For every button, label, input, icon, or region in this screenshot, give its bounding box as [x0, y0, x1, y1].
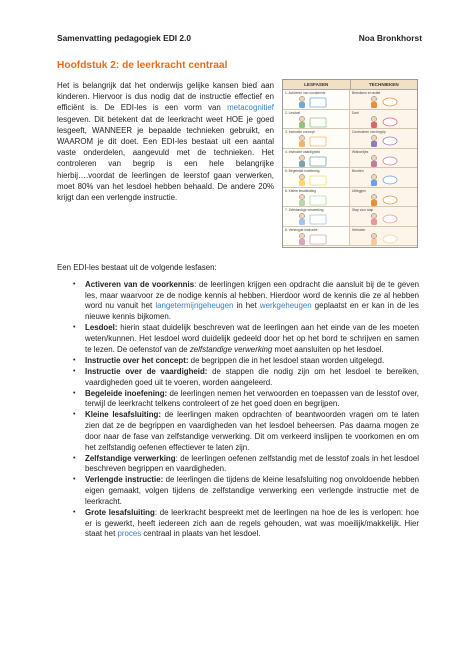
illustration-icon [364, 212, 404, 225]
figure-cell [283, 168, 350, 188]
figure-cell [283, 110, 350, 130]
figure-cell-label: Herhalen [352, 227, 366, 232]
figure-cell [283, 90, 350, 110]
illustration-icon [292, 232, 332, 245]
bullet-icon: • [73, 356, 76, 364]
illustration-icon [364, 115, 404, 128]
illustration-icon [292, 115, 332, 128]
figure-cell-label: 5. Begeleide inoefening [285, 169, 320, 173]
list-item: • Verlengde instructie: de leerlingen die tijdens de kleine lesafsluiting nog onvoldoende hebben eigen gemaakt, volgen tijdens de zelfstandige verwerking een verlengde instructie met de leerkracht. [73, 475, 419, 506]
figure-cell [350, 188, 417, 208]
illustration-icon [292, 193, 332, 206]
illustration-icon [364, 193, 404, 206]
figure-cell [350, 207, 417, 227]
proces-link[interactable]: proces [117, 529, 142, 539]
list-item: • Instructie over het concept: de begrippen die in het lesdoel staan worden uitgelegd. [73, 355, 385, 365]
illustration-icon [364, 134, 404, 147]
list-item: • Zelfstandige verwerking: de leerlingen oefenen zelfstandig met de lesstof zoals in het lesdoel beschreven begrippen en vaardigheden. [73, 453, 419, 474]
lesfasen-list [57, 280, 419, 540]
figure-col-lesfasen: LESFASEN [283, 80, 350, 89]
figure-cell-label: 2. Lesdoel [285, 110, 301, 115]
bullet-icon: • [73, 411, 76, 419]
figure-cell-label: 7. Zelfstandige verwerking [285, 208, 324, 212]
bullet-icon: • [73, 476, 76, 484]
intro-text-1: Het is belangrijk dat het onderwijs gelijke kansen bied aan kinderen. Hiervoor is dus nodig dat de instructie effectief en efficiënt is. De EDI-les is een vorm van [57, 81, 274, 113]
figure-cell [350, 110, 417, 130]
figure-cell-label: Beurten [352, 169, 364, 173]
figure-cell-label: 3. Instructie concept [285, 130, 315, 134]
figure-cell-label: Betrokken en actief [352, 91, 381, 95]
header-title: Samenvatting pedagogiek EDI 2.0 [57, 33, 192, 43]
illustration-icon [364, 154, 404, 167]
figure-cell-label: Uitleggen [352, 188, 366, 193]
bullet-icon: • [73, 324, 76, 332]
illustration-icon [364, 173, 404, 186]
figure-cell [350, 129, 417, 149]
illustration-icon [292, 154, 332, 167]
illustration-icon [292, 173, 332, 186]
figure-cell [283, 149, 350, 169]
lesfasen-intro: Een EDI-les bestaat uit de volgende lesfasen: [57, 263, 217, 272]
bullet-icon: • [73, 454, 76, 462]
figure-cell [283, 129, 350, 149]
figure-cell [283, 188, 350, 208]
figure-cell [350, 90, 417, 110]
figure-cell [283, 227, 350, 247]
list-item: • Activeren van de voorkennis: de leerlingen krijgen een opdracht die aansluit bij de te geven les, maar waarvoor ze de nodige kennis al hebben. Hierdoor word de kennis die ze al hebben word nu vanuit het langetermijngeheugen in het werkgeheugen geplaatst en er kan in de les nieuwe kennis bijkomen. [73, 280, 419, 322]
figure-cell-label: 6. Kleine lesafsluiting [285, 188, 316, 193]
page-header [57, 33, 422, 43]
figure-cell-label: 4. Instructie vaardigheid [285, 149, 321, 154]
illustration-icon [364, 95, 404, 108]
bullet-icon: • [73, 389, 76, 397]
figure-cell [283, 207, 350, 227]
figure-cell [350, 227, 417, 247]
figure-cell-label: Wisbordjes [352, 149, 369, 154]
intro-text-2: lesgeven. Dit betekent dat de leerkracht weet HOE je goed lesgeeft, WANNEER je bepaalde technieken gebruikt, en WAAROM je dit doet. Een EDI-les bestaat uit een aantal vaste onderdelen, aangevuld met de technieken. Het controleren van begrip is een hele belangrijke hierbij….voordat de leerlingen de leerstof gaan verwerken, moet 80% van het lesdoel hebben behaald. De andere 20% krijgt dan een verlengde instructie. [57, 114, 274, 203]
figure-cell-label: Controleren van begrip [352, 130, 386, 134]
chapter-title: Hoofdstuk 2: de leerkracht centraal [57, 60, 228, 71]
intro-paragraph [57, 80, 274, 203]
illustration-icon [292, 134, 332, 147]
list-item: • Lesdoel: hierin staat duidelijk beschreven wat de leerlingen aan het einde van de les moeten weten/kunnen. Het lesdoel word duidelijk gedeeld door het op het bord te schrijven en samen te lezen. De oefenstof van de zelfstandige verwerking moet aansluiten op het lesdoel. [73, 323, 419, 354]
list-item: • Instructie over de vaardigheid: de stappen die nodig zijn om het lesdoel te bereiken, vaardigheden goed uit te voeren, worden aangeleerd. [73, 366, 420, 387]
list-item: • Grote lesafsluiting: de leerkracht bespreekt met de leerlingen na hoe de les is verlopen: hoe er is gewerkt, heeft iedereen zich aan de regels gehouden, wat was moeilijk/makkelijk. Hier staat het proces centraal in plaats van het lesdoel. [73, 507, 419, 539]
figure-col-technieken: TECHNIEKEN [350, 80, 418, 89]
bullet-icon: • [73, 281, 76, 288]
edi-lesfasen-figure [282, 79, 418, 248]
werkgeheugen-link[interactable]: werkgeheugen [259, 301, 312, 311]
figure-cell-label: Stap voor stap [352, 208, 374, 212]
bullet-icon: • [73, 508, 76, 516]
figure-cell-label: 8. Verlengde instructie [285, 227, 318, 232]
header-author: Noa Bronkhorst [358, 33, 422, 43]
list-item: • Kleine lesafsluiting: de leerlingen maken opdrachten of beantwoorden vragen om te laten zien dat ze de begrippen en vaardigheden van het lesdoel beheersen. Pas daarna mogen ze door naar de fase van zelfstandige verwerking. Dit om verkeerd inslijpen te voorkomen en om het zelfstandig oefenen effectiever te laten zijn. [73, 410, 419, 452]
bullet-icon: • [73, 367, 76, 375]
langetermijngeheugen-link[interactable]: langetermijngeheugen [155, 301, 234, 311]
illustration-icon [292, 212, 332, 225]
figure-header [283, 80, 417, 90]
list-item: • Begeleide inoefening: de leerlingen nemen het verwoorden en toepassen van de lesstof over, terwijl de leerkracht telkens controleert of ze het goed doen en begrijpen. [73, 388, 419, 409]
metacognitief-link[interactable]: metacognitief [227, 103, 274, 113]
figure-cell-label: 1. Activeren van voorkennis [285, 91, 326, 95]
figure-cell [350, 149, 417, 169]
figure-grid [283, 90, 417, 246]
figure-cell [350, 168, 417, 188]
illustration-icon [364, 232, 404, 245]
illustration-icon [292, 95, 332, 108]
figure-cell-label: Doel [352, 110, 359, 115]
